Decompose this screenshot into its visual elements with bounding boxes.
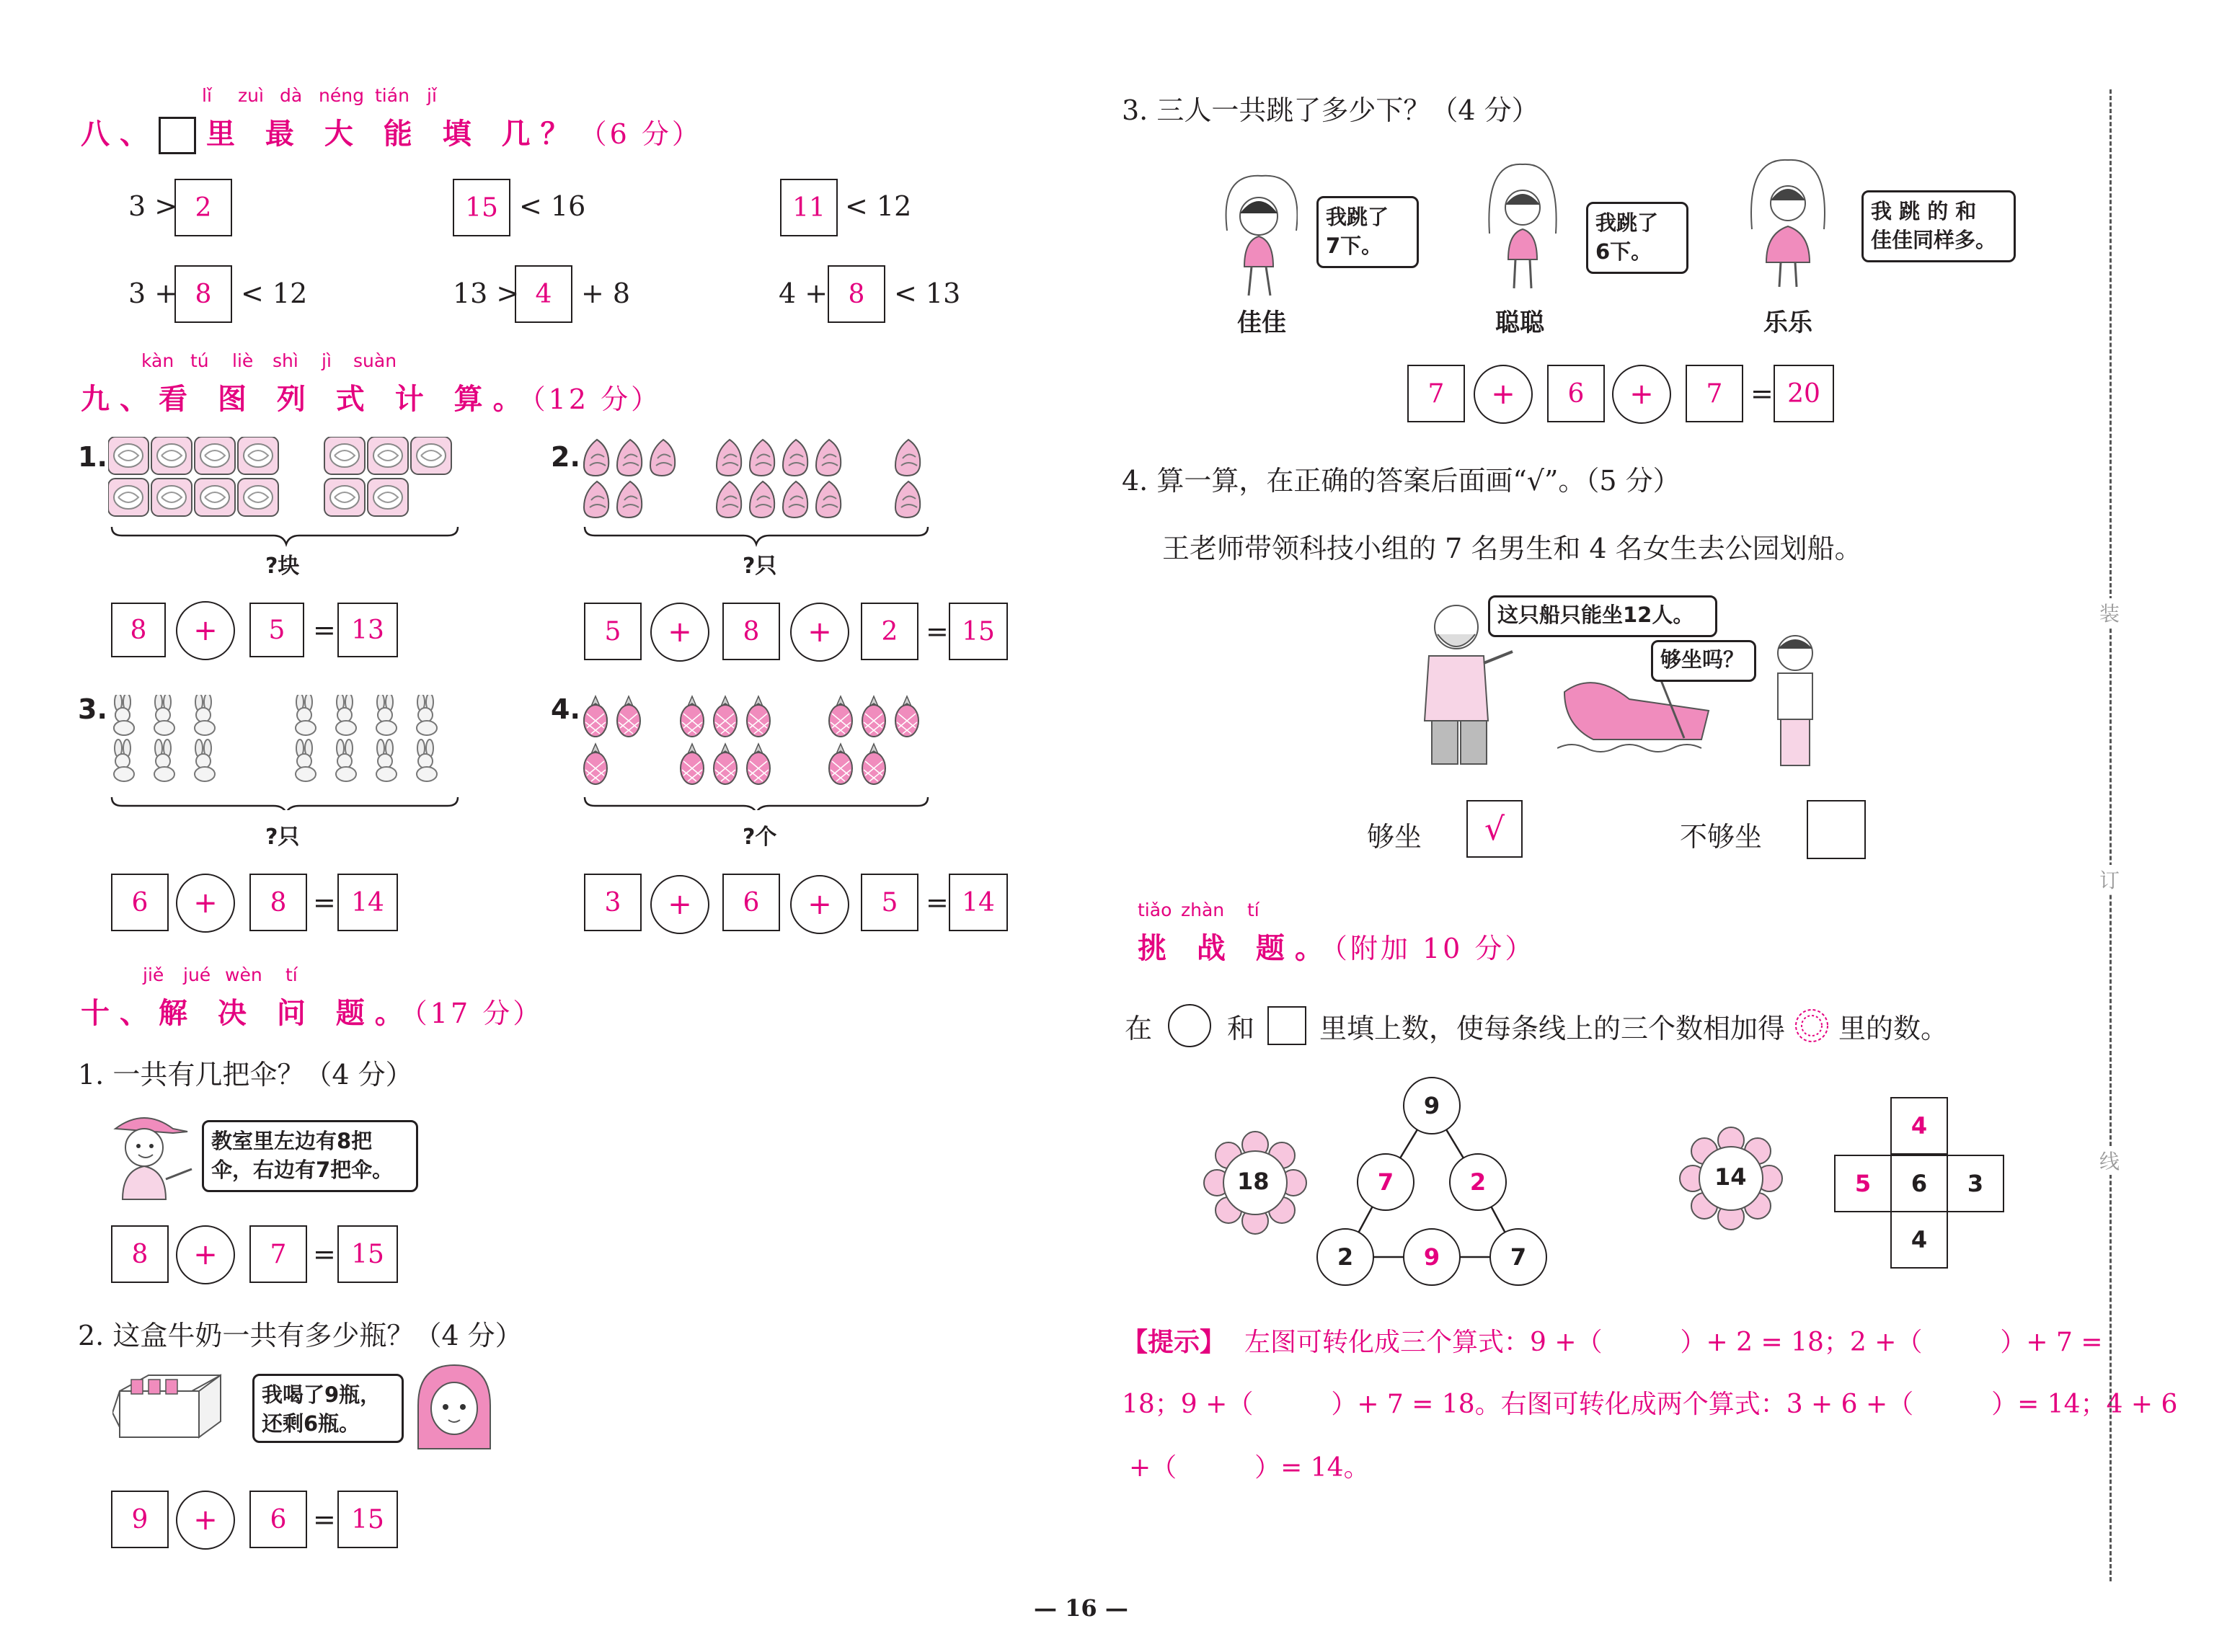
problem-number: 4. [551, 693, 580, 725]
answer-box[interactable]: 8 [111, 603, 166, 657]
pineapples-image [581, 695, 934, 810]
ineq-right: < 16 [519, 190, 586, 222]
bubble-line: 7下。 [1326, 234, 1383, 258]
pinyin: tí [1247, 900, 1259, 920]
binding-char: 线 [2099, 1146, 2120, 1175]
answer-box[interactable]: 7 [1407, 365, 1465, 422]
answer-box[interactable]: 14 [949, 874, 1008, 931]
page-number: — 16 — [1034, 1594, 1128, 1622]
answer-box[interactable]: 6 [111, 874, 169, 931]
bubble-line: 够坐吗？ [1660, 647, 1745, 672]
bubble-line: 6下。 [1595, 239, 1652, 264]
operator-circle[interactable]: + [790, 603, 849, 662]
answer-box[interactable]: 5 [249, 603, 304, 657]
pinyin: shì [273, 350, 298, 371]
operator-circle[interactable]: + [1612, 365, 1671, 424]
puzzle-cell[interactable]: 6 [1890, 1155, 1948, 1212]
answer-box[interactable]: 8 [249, 874, 307, 931]
instruction-text: 里的数。 [1838, 1012, 1949, 1044]
operator-circle[interactable]: + [650, 875, 709, 934]
brace-label: ?块 [265, 554, 300, 579]
pinyin: kàn [141, 350, 174, 371]
equals-sign: = [313, 1504, 336, 1535]
answer-box[interactable]: 2 [861, 603, 918, 660]
puzzle-cell[interactable]: 3 [1947, 1155, 2004, 1212]
answer-box[interactable]: 9 [111, 1491, 169, 1548]
pinyin: tián [375, 85, 409, 106]
title-dot: 。 [492, 383, 532, 416]
answer-box[interactable]: 15 [337, 1225, 398, 1283]
answer-box[interactable]: 7 [1686, 365, 1743, 422]
answer-box[interactable]: 5 [861, 874, 918, 931]
flower-number: 14 [1714, 1163, 1747, 1191]
ineq-left: 3 + [128, 277, 178, 309]
problem-number: 1. [78, 441, 107, 473]
brace-label: ?只 [743, 554, 777, 579]
check-box[interactable] [1807, 800, 1866, 859]
mooncakes-image [108, 437, 469, 552]
puzzle-circle[interactable]: 7 [1357, 1153, 1414, 1211]
operator-circle[interactable]: + [650, 603, 709, 662]
operator-circle[interactable]: + [790, 875, 849, 934]
speech-bubble [252, 1374, 404, 1443]
bubble-line: 我跳了 [1595, 210, 1659, 235]
answer-box[interactable]: 4 [515, 265, 572, 323]
ineq-right: + 8 [581, 277, 631, 309]
puzzle-circle[interactable]: 9 [1403, 1077, 1461, 1134]
speech-bubble [1488, 595, 1717, 637]
section-points: （6 分） [579, 118, 702, 150]
title-dot: 。 [374, 997, 414, 1030]
puzzle-cell[interactable]: 5 [1834, 1155, 1892, 1212]
section-title-text: 十、解 决 问 题 [81, 997, 375, 1030]
pinyin: zuì [238, 85, 264, 106]
flower-number: 18 [1237, 1168, 1270, 1195]
brace-label: ?只 [265, 825, 300, 850]
answer-box[interactable]: 6 [722, 874, 780, 931]
answer-box[interactable]: 11 [780, 179, 838, 236]
puzzle-circle[interactable]: 7 [1489, 1228, 1547, 1286]
pinyin: jǐ [427, 85, 437, 106]
rabbits-image [108, 695, 469, 810]
blank-box-icon [159, 117, 196, 154]
ineq-left: 3 > [128, 190, 178, 222]
answer-box[interactable]: 6 [249, 1491, 307, 1548]
section-points: （12 分） [531, 383, 662, 415]
section9-title [81, 376, 661, 417]
operator-circle[interactable]: + [176, 1225, 235, 1284]
answer-box[interactable]: 6 [1547, 365, 1605, 422]
pinyin: lǐ [202, 85, 212, 106]
speech-bubble [1651, 640, 1756, 682]
binding-char: 订 [2099, 865, 2120, 894]
answer-box[interactable]: 8 [828, 265, 885, 323]
operator-circle[interactable]: + [176, 1491, 235, 1550]
challenge-instruction [1125, 1002, 1948, 1049]
puzzle-circle[interactable]: 2 [1316, 1228, 1374, 1286]
girl-image [404, 1362, 497, 1456]
answer-box[interactable]: 14 [337, 874, 398, 931]
answer-box[interactable]: 15 [949, 603, 1008, 660]
question-text: 1. 一共有几把伞？（4 分） [78, 1059, 413, 1091]
shells-image [581, 437, 934, 552]
ineq-left: 13 > [453, 277, 520, 309]
equals-sign: = [313, 1238, 336, 1270]
boy-jumping-image [1482, 161, 1562, 291]
check-box[interactable]: √ [1466, 800, 1523, 858]
hint-text: 18；9 +（ ）+ 7 = 18。右图可转化成两个算式：3 + 6 +（ ）= 14；4 + 6 [1122, 1390, 2178, 1419]
bubble-line: 伞，右边有7把伞。 [211, 1158, 394, 1182]
answer-box[interactable]: 3 [584, 874, 642, 931]
instruction-text: 里填上数，使每条线上的三个数相加得 [1319, 1012, 1786, 1044]
question-text: 4. 算一算，在正确的答案后面画“√”。（5 分） [1122, 465, 1681, 497]
answer-box[interactable]: 13 [337, 603, 398, 657]
hint-text: 左图可转化成三个算式：9 +（ ）+ 2 = 18；2 +（ ）+ 7 = [1244, 1328, 2103, 1357]
bubble-line: 这只船只能坐12人。 [1497, 603, 1694, 627]
section-points: （附加 10 分） [1333, 933, 1536, 964]
option-label: 够坐 [1367, 821, 1422, 853]
equals-sign: = [926, 616, 949, 647]
bubble-line: 我喝了9瓶， [262, 1382, 381, 1407]
kid-name: 聪聪 [1495, 308, 1544, 337]
answer-box[interactable]: 5 [584, 603, 642, 660]
challenge-title [1138, 925, 1535, 967]
section8-title [81, 111, 702, 154]
square-blank-icon [1267, 1006, 1306, 1045]
bubble-line: 还剩6瓶。 [262, 1411, 360, 1436]
speech-bubble [1861, 190, 2016, 262]
boy-image [108, 1107, 202, 1201]
question-mark: ？ [540, 117, 580, 151]
brace-label: ?个 [743, 825, 777, 850]
ineq-right: < 13 [894, 277, 961, 309]
problem-number: 3. [78, 693, 107, 725]
puzzle-cell[interactable]: 4 [1890, 1097, 1948, 1155]
pinyin: jué [183, 964, 211, 985]
section-title-text: 里 最 大 能 填 几 [206, 117, 541, 151]
pinyin: néng [319, 85, 364, 106]
title-dot: 。 [1294, 932, 1334, 965]
ineq-right: < 12 [845, 190, 912, 222]
ineq-right: < 12 [241, 277, 308, 309]
answer-box[interactable]: 15 [453, 179, 510, 236]
equals-sign: = [926, 887, 949, 918]
pinyin: liè [232, 350, 254, 371]
option-label: 不够坐 [1680, 821, 1763, 853]
pinyin: zhàn [1181, 900, 1225, 920]
instruction-text: 在 [1125, 1012, 1153, 1044]
speech-bubble [202, 1120, 418, 1192]
bubble-line: 教室里左边有8把 [211, 1129, 373, 1153]
pinyin: tú [190, 350, 209, 371]
answer-box[interactable]: 2 [174, 179, 232, 236]
girl-jumping-image-2 [1745, 157, 1831, 294]
student-boy-image [1763, 627, 1828, 771]
question-text: 2. 这盒牛奶一共有多少瓶？（4 分） [78, 1320, 523, 1351]
section-title-text: 挑 战 题 [1138, 932, 1295, 965]
hint-text: +（ ）= 14。 [1129, 1453, 1370, 1483]
binding-dashed-line [2109, 89, 2112, 1581]
answer-box[interactable]: 7 [249, 1225, 307, 1283]
kid-name: 乐乐 [1763, 308, 1812, 337]
operator-circle[interactable]: + [176, 874, 235, 933]
section-points: （17 分） [413, 998, 544, 1029]
answer-box[interactable]: 8 [722, 603, 780, 660]
hint-label: 【提示】 [1122, 1328, 1226, 1357]
ineq-left: 4 + [779, 277, 828, 309]
bubble-line: 佳佳同样多。 [1871, 228, 1997, 252]
circle-blank-icon [1168, 1004, 1211, 1047]
operator-circle[interactable]: + [176, 601, 235, 660]
pinyin: jiě [143, 964, 164, 985]
puzzle-circle[interactable]: 9 [1403, 1228, 1461, 1286]
equals-sign: = [313, 614, 336, 646]
speech-bubble [1316, 196, 1419, 268]
instruction-text: 和 [1227, 1012, 1255, 1044]
pinyin: tiǎo [1138, 900, 1172, 920]
answer-box[interactable]: 8 [174, 265, 232, 323]
pinyin: tí [285, 964, 298, 985]
pinyin: wèn [225, 964, 262, 985]
bubble-line: 我跳了 [1326, 205, 1389, 229]
answer-box[interactable]: 15 [337, 1491, 398, 1548]
section-number: 八、 [81, 117, 159, 151]
kid-name: 佳佳 [1237, 308, 1286, 337]
pinyin: suàn [353, 350, 397, 371]
milk-box-image [112, 1369, 228, 1449]
section-title-text: 九、看 图 列 式 计 算 [81, 383, 493, 416]
problem-number: 2. [551, 441, 580, 473]
bubble-line: 我 跳 的 和 [1871, 199, 1977, 223]
equals-sign: = [1750, 378, 1774, 409]
answer-box[interactable]: 8 [111, 1225, 169, 1283]
pinyin: jì [322, 350, 332, 371]
operator-circle[interactable]: + [1474, 365, 1533, 424]
equals-sign: = [313, 887, 336, 918]
question-text: 3. 三人一共跳了多少下？（4 分） [1122, 94, 1539, 126]
speech-bubble [1586, 202, 1688, 274]
puzzle-cell[interactable]: 4 [1890, 1211, 1948, 1269]
problem-description: 王老师带领科技小组的 7 名男生和 4 名女生去公园划船。 [1162, 533, 1862, 564]
girl-jumping-image [1218, 173, 1298, 303]
flower-icon [1788, 1002, 1836, 1049]
section10-title [81, 990, 543, 1031]
answer-box[interactable]: 20 [1774, 365, 1834, 422]
puzzle-circle[interactable]: 2 [1449, 1153, 1507, 1211]
binding-char: 装 [2099, 598, 2120, 627]
pinyin: dà [280, 85, 303, 106]
